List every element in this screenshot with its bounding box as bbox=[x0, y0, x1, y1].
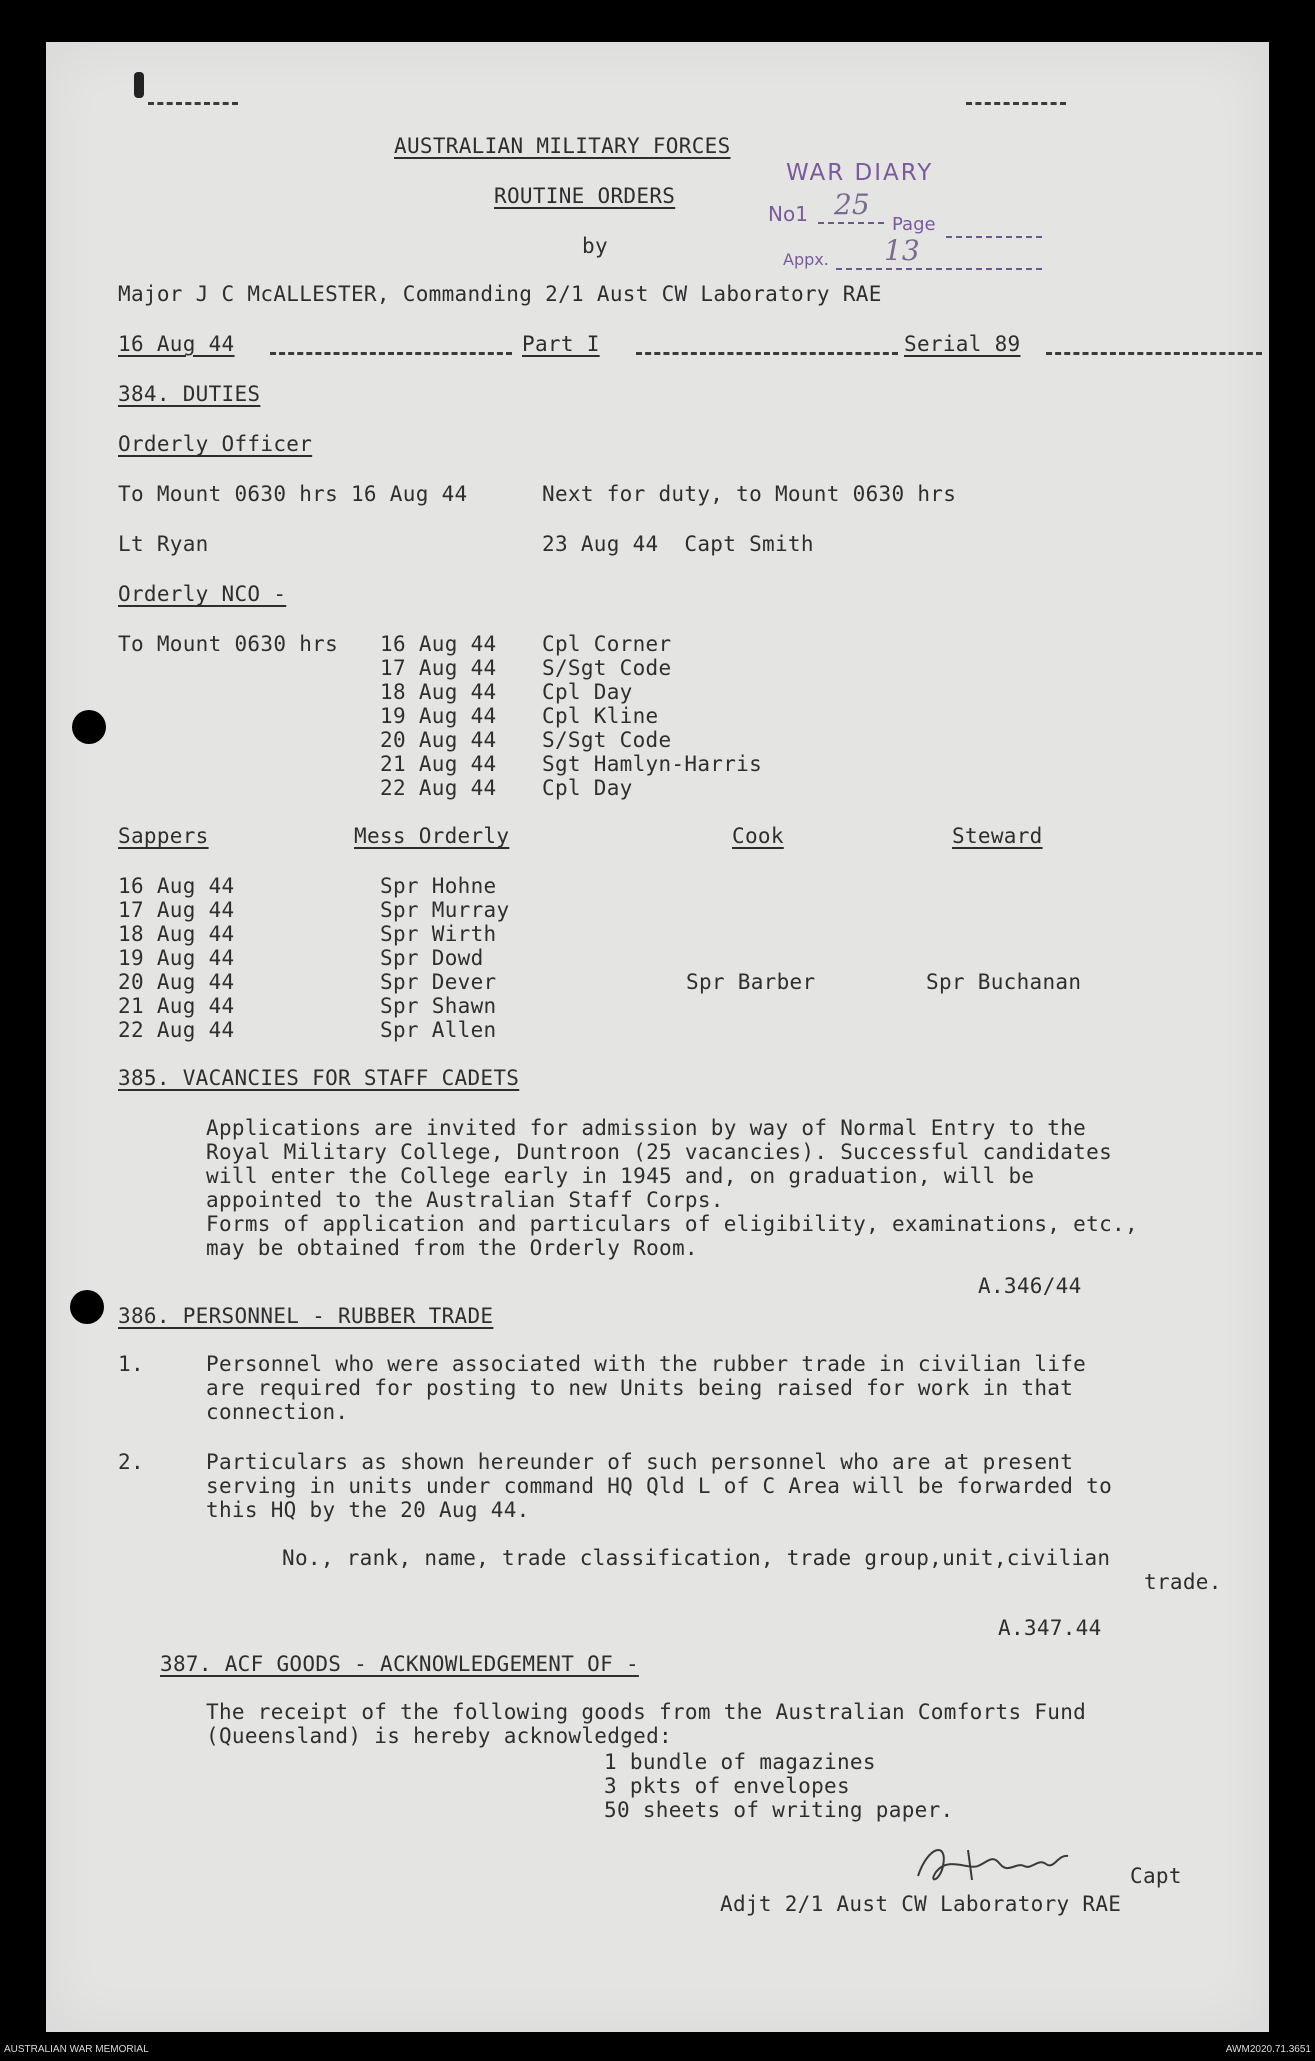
body-line: this HQ by the 20 Aug 44. bbox=[206, 1498, 530, 1522]
document-page bbox=[46, 42, 1269, 2032]
stamp-no-label: No1 bbox=[768, 202, 808, 226]
header-rule-right bbox=[966, 102, 1066, 105]
sapper-name: Spr Shawn bbox=[380, 994, 497, 1018]
header-commander: Major J C McALLESTER, Commanding 2/1 Aust CW Laboratory RAE bbox=[118, 282, 882, 306]
goods-item: 3 pkts of envelopes bbox=[604, 1774, 850, 1798]
orderly-officer-next-name: 23 Aug 44 Capt Smith bbox=[542, 532, 814, 556]
stamp-appx-dots bbox=[836, 268, 1042, 270]
goods-item: 1 bundle of magazines bbox=[604, 1750, 876, 1774]
body-line: connection. bbox=[206, 1400, 349, 1424]
nco-name: Cpl Kline bbox=[542, 704, 659, 728]
body-line: will enter the College early in 1945 and, on graduation, will be bbox=[206, 1164, 1035, 1188]
footer-archive-id: AWM2020.71.3651 bbox=[1225, 2044, 1311, 2055]
header-part: Part I bbox=[522, 332, 600, 356]
section-387-heading: 387. ACF GOODS - ACKNOWLEDGEMENT OF - bbox=[160, 1652, 639, 1676]
sapper-name: Spr Murray bbox=[380, 898, 510, 922]
body-line: Applications are invited for admission by way of Normal Entry to the bbox=[206, 1116, 1087, 1140]
section-384-heading: 384. DUTIES bbox=[118, 382, 261, 406]
steward-name: Spr Buchanan bbox=[926, 970, 1082, 994]
body-line: Personnel who were associated with the rubber trade in civilian life bbox=[206, 1352, 1087, 1376]
header-serial: Serial 89 bbox=[904, 332, 1021, 356]
particulars-line: trade. bbox=[1144, 1570, 1222, 1594]
body-line: Forms of application and particulars of eligibility, examinations, etc., bbox=[206, 1212, 1138, 1236]
nco-name: Cpl Day bbox=[542, 680, 633, 704]
nco-date: 19 Aug 44 bbox=[380, 704, 497, 728]
header-dash-1 bbox=[270, 352, 512, 355]
orderly-nco-heading bbox=[118, 582, 286, 606]
sapper-name: Spr Wirth bbox=[380, 922, 497, 946]
punch-mark bbox=[134, 72, 144, 98]
header-rule-left bbox=[148, 102, 238, 105]
stamp-appx-label: Appx. bbox=[783, 250, 829, 269]
sapper-date: 21 Aug 44 bbox=[118, 994, 235, 1018]
stamp-no-dots bbox=[818, 222, 884, 224]
stamp-appx-value: 13 bbox=[884, 234, 920, 267]
paragraph-number: 1. bbox=[118, 1352, 144, 1376]
header-dash-3 bbox=[1046, 352, 1262, 355]
nco-name: Sgt Hamlyn-Harris bbox=[542, 752, 763, 776]
mess-orderly-col-heading: Mess Orderly bbox=[354, 824, 510, 848]
stamp-page-label: Page bbox=[892, 214, 936, 235]
war-diary-stamp: WAR DIARY bbox=[786, 160, 934, 186]
punch-hole bbox=[70, 1290, 104, 1324]
stamp-no-value: 25 bbox=[834, 188, 870, 221]
cook-col-heading: Cook bbox=[732, 824, 784, 848]
body-line: Particulars as shown hereunder of such personnel who are at present bbox=[206, 1450, 1074, 1474]
stamp-page-dots bbox=[946, 236, 1042, 238]
sappers-col-heading: Sappers bbox=[118, 824, 209, 848]
sapper-date: 22 Aug 44 bbox=[118, 1018, 235, 1042]
handwritten-signature bbox=[908, 1836, 1078, 1896]
nco-name: Cpl Corner bbox=[542, 632, 672, 656]
body-line: appointed to the Australian Staff Corps. bbox=[206, 1188, 724, 1212]
sapper-name: Spr Hohne bbox=[380, 874, 497, 898]
particulars-line: No., rank, name, trade classification, trade group,unit,civilian bbox=[282, 1546, 1111, 1570]
nco-date: 21 Aug 44 bbox=[380, 752, 497, 776]
sapper-date: 16 Aug 44 bbox=[118, 874, 235, 898]
nco-name: S/Sgt Code bbox=[542, 728, 672, 752]
body-line: Royal Military College, Duntroon (25 vacancies). Successful candidates bbox=[206, 1140, 1113, 1164]
nco-date: 16 Aug 44 bbox=[380, 632, 497, 656]
sapper-date: 18 Aug 44 bbox=[118, 922, 235, 946]
header-dash-2 bbox=[636, 352, 898, 355]
sapper-date: 20 Aug 44 bbox=[118, 970, 235, 994]
punch-hole bbox=[72, 710, 106, 744]
orderly-officer-next-label: Next for duty, to Mount 0630 hrs bbox=[542, 482, 957, 506]
sapper-date: 19 Aug 44 bbox=[118, 946, 235, 970]
sapper-name: Spr Allen bbox=[380, 1018, 497, 1042]
orderly-nco-prefix: To Mount 0630 hrs bbox=[118, 632, 339, 656]
nco-name: Cpl Day bbox=[542, 776, 633, 800]
steward-col-heading: Steward bbox=[952, 824, 1043, 848]
header-title: AUSTRALIAN MILITARY FORCES bbox=[394, 134, 731, 158]
nco-name: S/Sgt Code bbox=[542, 656, 672, 680]
sapper-date: 17 Aug 44 bbox=[118, 898, 235, 922]
orderly-nco-heading-text: Orderly NCO - bbox=[118, 582, 287, 606]
body-line: (Queensland) is hereby acknowledged: bbox=[206, 1724, 672, 1748]
body-line: may be obtained from the Orderly Room. bbox=[206, 1236, 698, 1260]
nco-date: 22 Aug 44 bbox=[380, 776, 497, 800]
sapper-name: Spr Dever bbox=[380, 970, 497, 994]
header-date: 16 Aug 44 bbox=[118, 332, 235, 356]
sapper-name: Spr Dowd bbox=[380, 946, 484, 970]
body-line: are required for posting to new Units being raised for work in that bbox=[206, 1376, 1074, 1400]
paragraph-number: 2. bbox=[118, 1450, 144, 1474]
nco-date: 17 Aug 44 bbox=[380, 656, 497, 680]
goods-item: 50 sheets of writing paper. bbox=[604, 1798, 954, 1822]
orderly-officer-heading: Orderly Officer bbox=[118, 432, 313, 456]
nco-date: 20 Aug 44 bbox=[380, 728, 497, 752]
nco-date: 18 Aug 44 bbox=[380, 680, 497, 704]
signature-title: Adjt 2/1 Aust CW Laboratory RAE bbox=[720, 1892, 1122, 1916]
footer-archive-name: AUSTRALIAN WAR MEMORIAL bbox=[4, 2044, 149, 2055]
body-line: The receipt of the following goods from the Australian Comforts Fund bbox=[206, 1700, 1087, 1724]
section-386-heading: 386. PERSONNEL - RUBBER TRADE bbox=[118, 1304, 494, 1328]
body-line: serving in units under command HQ Qld L of C Area will be forwarded to bbox=[206, 1474, 1113, 1498]
orderly-officer-name: Lt Ryan bbox=[118, 532, 209, 556]
header-by: by bbox=[582, 234, 608, 258]
section-385-reference: A.346/44 bbox=[978, 1274, 1082, 1298]
section-386-reference: A.347.44 bbox=[998, 1616, 1102, 1640]
header-subtitle: ROUTINE ORDERS bbox=[494, 184, 676, 208]
section-385-heading: 385. VACANCIES FOR STAFF CADETS bbox=[118, 1066, 520, 1090]
signature-rank: Capt bbox=[1130, 1864, 1182, 1888]
orderly-officer-mount: To Mount 0630 hrs 16 Aug 44 bbox=[118, 482, 468, 506]
cook-name: Spr Barber bbox=[686, 970, 816, 994]
